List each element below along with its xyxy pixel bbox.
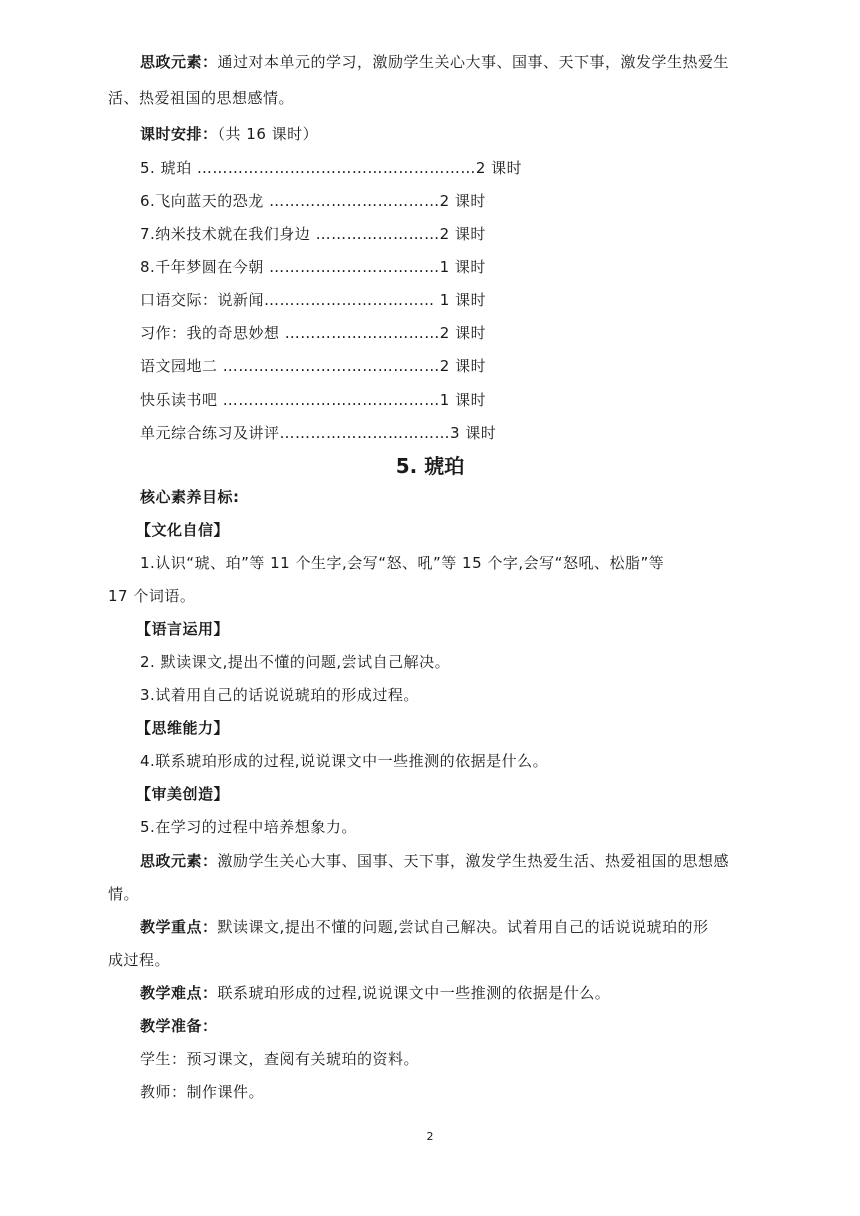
key-points-line2: 成过程。 <box>108 951 171 969</box>
preparation-teacher: 教师：制作课件。 <box>140 1083 265 1101</box>
schedule-item: 语文园地二 ……………………………………2 课时 <box>140 357 487 375</box>
schedule-item: 单元综合练习及讲评……………………………3 课时 <box>140 424 497 442</box>
schedule-item: 5. 琥珀 ………………………………………………2 课时 <box>140 159 523 177</box>
schedule-item: 6.飞向蓝天的恐龙 ……………………………2 课时 <box>140 192 486 210</box>
lesson-sizheng-text: 激励学生关心大事、国事、天下事，激发学生热爱生活、热爱祖国的思想感 <box>217 852 730 870</box>
section-heading-language: 【语言运用】 <box>136 620 230 638</box>
unit-sizheng-line1 <box>140 52 729 72</box>
difficulties-line <box>140 983 610 1003</box>
unit-sizheng-text: 通过对本单元的学习，激励学生关心大事、国事、天下事，激发学生热爱生 <box>217 53 730 71</box>
lesson-title: 5. 琥珀 <box>395 454 465 478</box>
key-points-text: 默读课文,提出不懂的问题,尝试自己解决。试着用自己的话说说琥珀的形 <box>217 918 709 936</box>
preparation-student: 学生：预习课文，查阅有关琥珀的资料。 <box>140 1050 420 1068</box>
schedule-item: 口语交际：说新闻…………………………… 1 课时 <box>140 291 487 309</box>
difficulties-label: 教学难点： <box>140 984 218 1002</box>
page-number: 2 <box>426 1130 434 1143</box>
goal-2: 2. 默读课文,提出不懂的问题,尝试自己解决。 <box>140 653 451 671</box>
schedule-heading <box>140 124 318 144</box>
goal-1-line2: 17 个词语。 <box>108 587 196 605</box>
section-heading-thinking: 【思维能力】 <box>136 719 230 737</box>
schedule-total: （共 16 课时） <box>217 125 319 143</box>
goal-1-line1: 1.认识“琥、珀”等 11 个生字,会写“怒、吼”等 15 个字,会写“怒吼、松脂”等 <box>140 554 665 572</box>
core-goals-label: 核心素养目标: <box>140 488 240 506</box>
goal-3: 3.试着用自己的话说说琥珀的形成过程。 <box>140 686 419 704</box>
lesson-sizheng-line2: 情。 <box>108 885 140 903</box>
goal-4: 4.联系琥珀形成的过程,说说课文中一些推测的依据是什么。 <box>140 752 549 770</box>
unit-sizheng-line2: 活、热爱祖国的思想感情。 <box>108 89 295 107</box>
lesson-sizheng-line1 <box>140 851 729 871</box>
difficulties-text: 联系琥珀形成的过程,说说课文中一些推测的依据是什么。 <box>217 984 611 1002</box>
schedule-label: 课时安排： <box>140 125 218 143</box>
section-heading-culture: 【文化自信】 <box>136 521 230 539</box>
schedule-item: 习作：我的奇思妙想 …………………………2 课时 <box>140 324 487 342</box>
key-points-line1 <box>140 917 709 937</box>
schedule-item: 7.纳米技术就在我们身边 ……………………2 课时 <box>140 225 486 243</box>
goal-5: 5.在学习的过程中培养想象力。 <box>140 818 357 836</box>
preparation-label: 教学准备： <box>140 1017 218 1035</box>
schedule-item: 8.千年梦圆在今朝 ……………………………1 课时 <box>140 258 486 276</box>
schedule-item: 快乐读书吧 ……………………………………1 课时 <box>140 391 487 409</box>
lesson-sizheng-label: 思政元素： <box>140 852 218 870</box>
section-heading-aesthetic: 【审美创造】 <box>136 785 230 803</box>
key-points-label: 教学重点： <box>140 918 218 936</box>
unit-sizheng-label: 思政元素： <box>140 53 218 71</box>
